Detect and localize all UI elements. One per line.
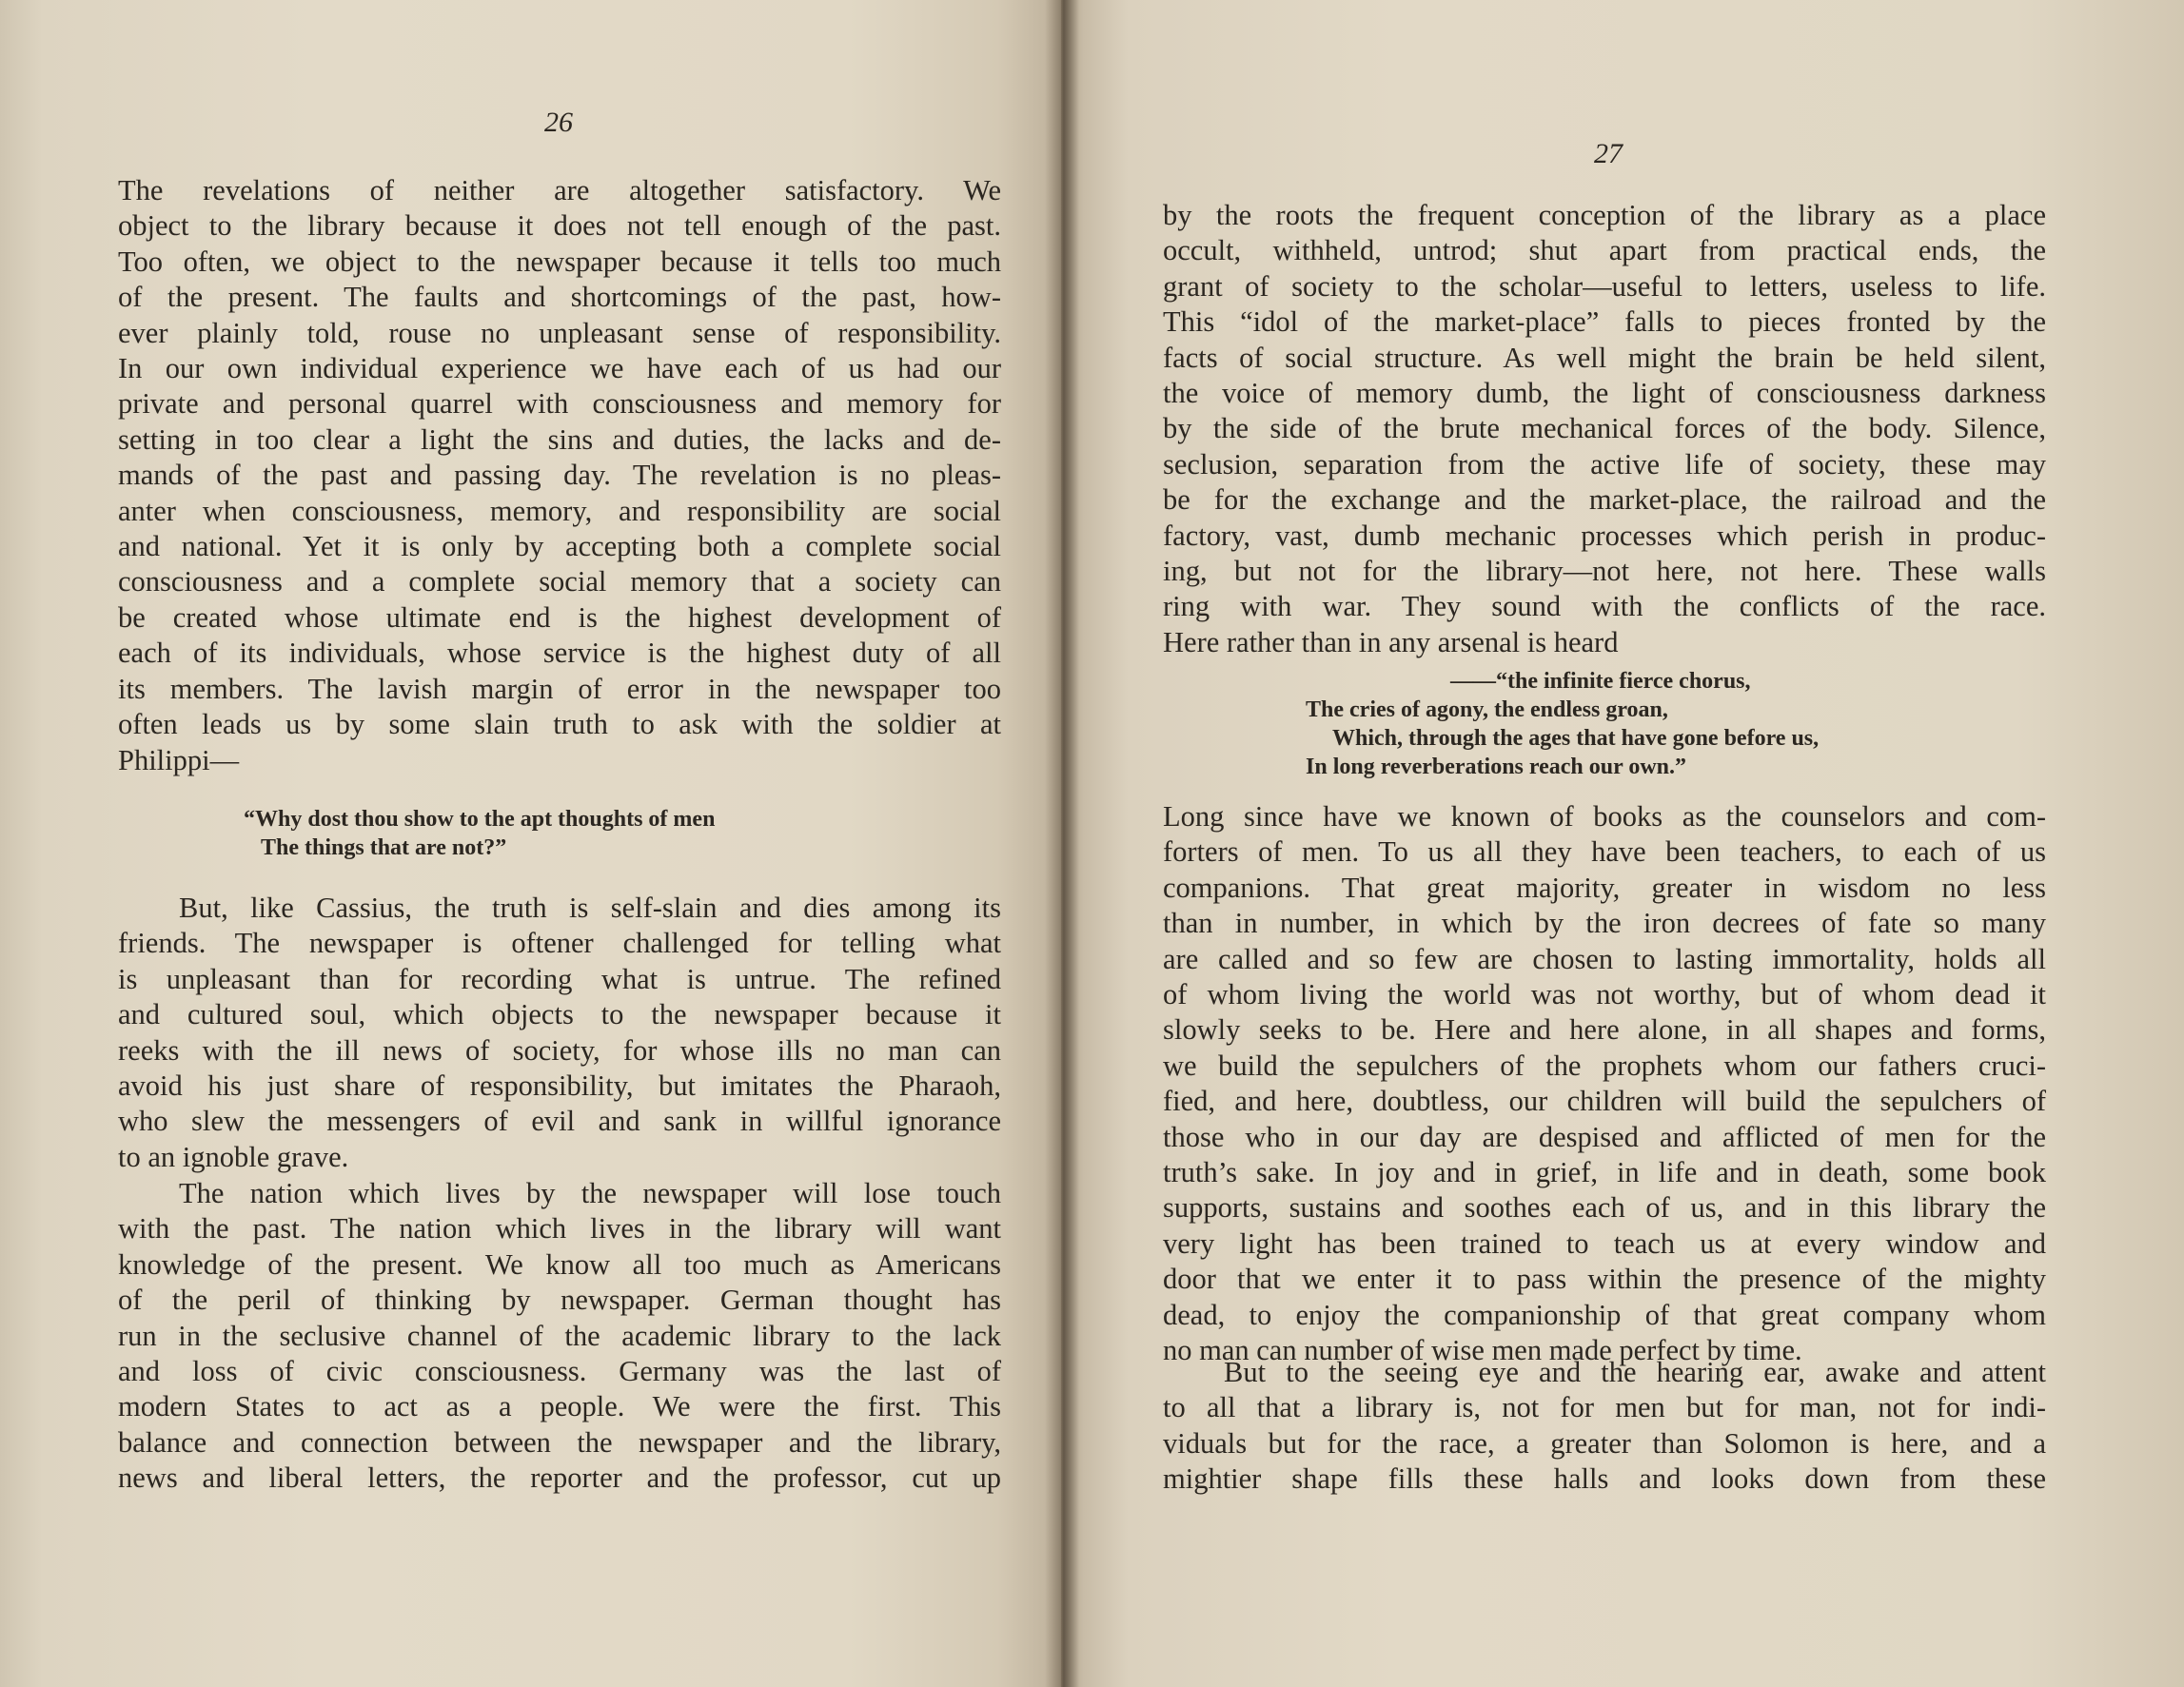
- text-line: The revelations of neither are altogether satisfactory. We: [118, 174, 1001, 206]
- quote-line: Which, through the ages that have gone before us,: [1332, 726, 1820, 751]
- text-line: companions. That great majority, greater in wisdom no less: [1163, 871, 2046, 904]
- left-paragraph-1: [118, 173, 1001, 778]
- right-paragraph-3: [1163, 1355, 2046, 1498]
- text-line: The nation which lives by the newspaper will lose touch: [179, 1177, 1001, 1209]
- text-line: mightier shape fills these halls and looks down from these: [1163, 1462, 2046, 1496]
- text-line: This “idol of the market-place” falls to pieces fronted by the: [1163, 305, 2046, 339]
- text-line: with the past. The nation which lives in the library will want: [118, 1212, 1001, 1246]
- text-line: of whom living the world was not worthy, but of whom dead it: [1163, 978, 2046, 1011]
- text-line: But, like Cassius, the truth is self-slain and dies among its: [179, 892, 1001, 924]
- text-line: private and personal quarrel with consciousness and memory for: [118, 387, 1001, 421]
- right-quotation: [1306, 667, 1819, 781]
- text-line: no man can number of wise men made perfect by time.: [1163, 1334, 1802, 1367]
- text-line: setting in too clear a light the sins and duties, the lacks and de-: [118, 422, 1001, 456]
- left-paragraph-2: [118, 891, 1001, 1175]
- text-line: In our own individual experience we have each of us had our: [118, 352, 1001, 385]
- text-line: by the roots the frequent conception of the library as a place: [1163, 199, 2046, 231]
- text-line: by the side of the brute mechanical forces of the body. Silence,: [1163, 412, 2046, 445]
- text-line: slowly seeks to be. Here and here alone, in all shapes and forms,: [1163, 1013, 2046, 1047]
- text-line: of the peril of thinking by newspaper. German thought has: [118, 1284, 1001, 1317]
- text-line: we build the sepulchers of the prophets whom our fathers cruci-: [1163, 1049, 2046, 1082]
- text-line: be for the exchange and the market-place, the railroad and the: [1163, 483, 2046, 517]
- text-line: and loss of civic consciousness. Germany was the last of: [118, 1355, 1001, 1388]
- text-line: balance and connection between the newspaper and the library,: [118, 1425, 1001, 1459]
- page-number: 27: [1594, 138, 1623, 169]
- text-line: dead, to enjoy the companionship of that great company whom: [1163, 1298, 2046, 1331]
- text-line: are called and so few are chosen to lasting immortality, holds all: [1163, 942, 2046, 975]
- text-line: its members. The lavish margin of error in the newspaper too: [118, 672, 1001, 705]
- text-line: mands of the past and passing day. The revelation is no pleas-: [118, 459, 1001, 492]
- text-line: seclusion, separation from the active life of society, these may: [1163, 447, 2046, 481]
- quote-line: In long reverberations reach our own.”: [1306, 755, 1686, 779]
- text-line: to an ignoble grave.: [118, 1140, 349, 1173]
- text-line: grant of society to the scholar—useful to letters, useless to life.: [1163, 269, 2046, 303]
- text-line: ing, but not for the library—not here, not here. These walls: [1163, 555, 2046, 588]
- quote-line: “Why dost thou show to the apt thoughts of men: [244, 807, 716, 832]
- right-paragraph-1: [1163, 198, 2046, 660]
- text-line: friends. The newspaper is oftener challenged for telling what: [118, 927, 1001, 960]
- text-line: to all that a library is, not for men but for man, not for indi-: [1163, 1391, 2046, 1424]
- text-line: ring with war. They sound with the conflicts of the race.: [1163, 590, 2046, 623]
- text-line: door that we enter it to pass within the presence of the mighty: [1163, 1263, 2046, 1296]
- text-line: facts of social structure. As well might the brain be held silent,: [1163, 341, 2046, 374]
- text-line: of the present. The faults and shortcomings of the past, how-: [118, 281, 1001, 314]
- quote-line: ——“the infinite fierce chorus,: [1450, 669, 1751, 694]
- quote-line: The cries of agony, the endless groan,: [1306, 697, 1668, 722]
- left-paragraph-3: [118, 1176, 1001, 1497]
- text-line: reeks with the ill news of society, for whose ills no man can: [118, 1033, 1001, 1067]
- text-line: truth’s sake. In joy and in grief, in life and in death, some book: [1163, 1156, 2046, 1189]
- text-line: modern States to act as a people. We were the first. This: [118, 1390, 1001, 1423]
- text-line: forters of men. To us all they have been teachers, to each of us: [1163, 835, 2046, 869]
- text-line: object to the library because it does not tell enough of the past.: [118, 209, 1001, 243]
- text-line: news and liberal letters, the reporter and the professor, cut up: [118, 1461, 1001, 1495]
- text-line: anter when consciousness, memory, and responsibility are social: [118, 494, 1001, 527]
- text-line: Too often, we object to the newspaper because it tells too much: [118, 245, 1001, 278]
- text-line: fied, and here, doubtless, our children will build the sepulchers of: [1163, 1085, 2046, 1118]
- left-quotation: [244, 805, 715, 862]
- text-line: Here rather than in any arsenal is heard: [1163, 625, 1619, 658]
- text-line: who slew the messengers of evil and sank in willful ignorance: [118, 1105, 1001, 1138]
- text-line: Philippi—: [118, 743, 240, 776]
- text-line: avoid his just share of responsibility, but imitates the Pharaoh,: [118, 1069, 1001, 1103]
- book-gutter: [1045, 0, 1079, 1687]
- text-line: consciousness and a complete social memory that a society can: [118, 565, 1001, 598]
- text-line: But to the seeing eye and the hearing ear, awake and attent: [1224, 1356, 2046, 1388]
- text-line: knowledge of the present. We know all too much as Americans: [118, 1247, 1001, 1281]
- page-number: 26: [544, 107, 573, 138]
- text-line: Long since have we known of books as the counselors and com-: [1163, 800, 2046, 833]
- text-line: occult, withheld, untrod; shut apart from practical ends, the: [1163, 234, 2046, 267]
- text-line: and national. Yet it is only by accepting both a complete social: [118, 530, 1001, 563]
- quote-line: The things that are not?”: [261, 835, 507, 860]
- left-page: [0, 0, 1061, 1687]
- text-line: the voice of memory dumb, the light of consciousness darkness: [1163, 377, 2046, 410]
- text-line: is unpleasant than for recording what is untrue. The refined: [118, 962, 1001, 995]
- text-line: factory, vast, dumb mechanic processes which perish in produc-: [1163, 519, 2046, 552]
- text-line: be created whose ultimate end is the highest development of: [118, 600, 1001, 634]
- text-line: those who in our day are despised and afflicted of men for the: [1163, 1120, 2046, 1153]
- text-line: supports, sustains and soothes each of us, and in this library the: [1163, 1191, 2046, 1225]
- text-line: ever plainly told, rouse no unpleasant sense of responsibility.: [118, 316, 1001, 349]
- text-line: often leads us by some slain truth to ask with the soldier at: [118, 708, 1001, 741]
- right-paragraph-2: [1163, 799, 2046, 1369]
- text-line: than in number, in which by the iron decrees of fate so many: [1163, 907, 2046, 940]
- text-line: very light has been trained to teach us at every window and: [1163, 1226, 2046, 1260]
- text-line: each of its individuals, whose service is the highest duty of all: [118, 637, 1001, 670]
- text-line: and cultured soul, which objects to the newspaper because it: [118, 998, 1001, 1031]
- text-line: run in the seclusive channel of the academic library to the lack: [118, 1319, 1001, 1352]
- text-line: viduals but for the race, a greater than Solomon is here, and a: [1163, 1426, 2046, 1460]
